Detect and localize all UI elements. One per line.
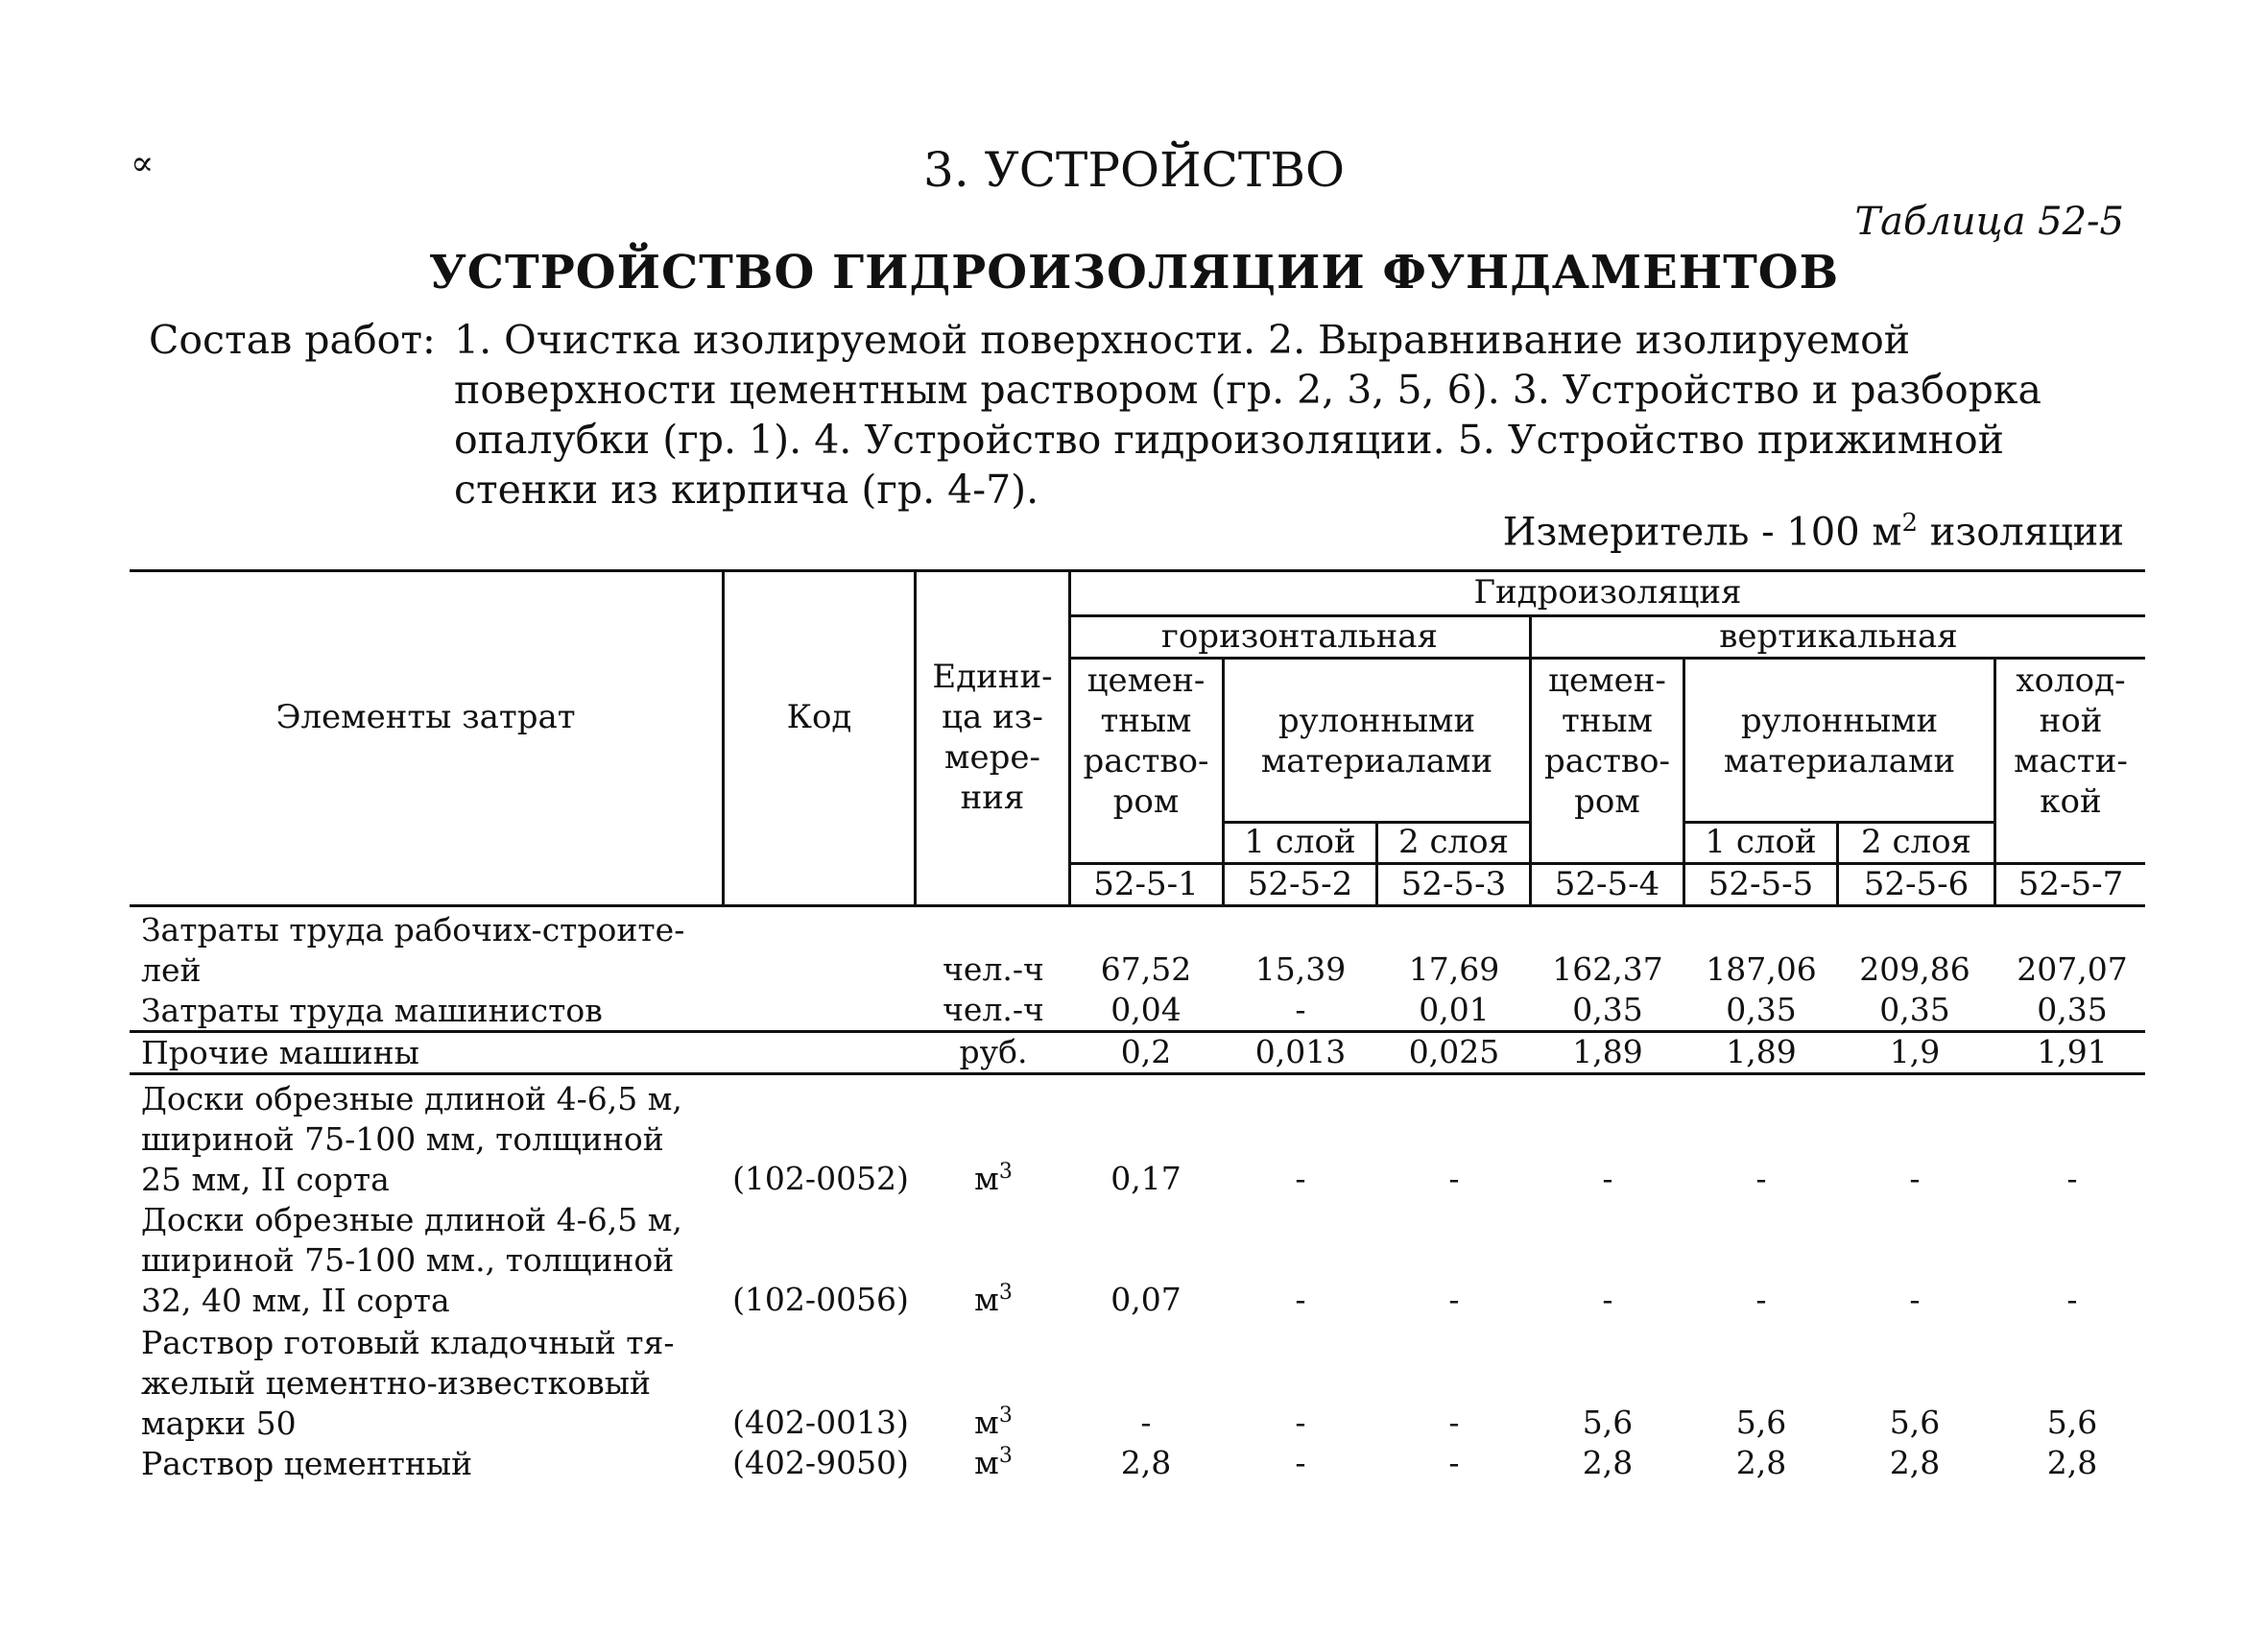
row-code: (102-0056): [732, 1281, 909, 1318]
header-hydro: Гидроизоляция: [1473, 573, 1742, 612]
row-unit-sup: 3: [998, 1404, 1013, 1428]
row-unit-sup: 3: [998, 1444, 1013, 1468]
row-value: 1,89: [1572, 1033, 1643, 1070]
header-code-52-5-7: 52-5-7: [2017, 865, 2124, 903]
row-value: 1,9: [1889, 1033, 1941, 1070]
header-code-52-5-4: 52-5-4: [1554, 865, 1660, 903]
header-cement-horizontal: [1070, 660, 1222, 822]
row-name-line: лей: [141, 951, 202, 989]
row-value: -: [1448, 1160, 1460, 1197]
header-line: ром: [1574, 782, 1640, 821]
row-name-line: шириной 75-100 мм, толщиной: [141, 1120, 664, 1158]
row-value: -: [1295, 1404, 1306, 1441]
header-line: кой: [2040, 782, 2102, 821]
row-value: 207,07: [2017, 950, 2128, 988]
row-name-line: марки 50: [141, 1405, 297, 1442]
row-unit: [917, 1444, 1070, 1481]
header-roll-horizontal: [1225, 701, 1529, 781]
row-name-line: Доски обрезные длиной 4-6,5 м,: [141, 1201, 682, 1238]
row-value: 0,35: [1572, 991, 1643, 1028]
row-name-line: Затраты труда машинистов: [141, 992, 603, 1029]
row-value: 5,6: [1735, 1404, 1787, 1441]
header-layer1-vertical: 1 слой: [1705, 823, 1817, 861]
row-value: 5,6: [2046, 1404, 2098, 1441]
row-value: -: [2066, 1281, 2078, 1318]
header-unit: [917, 657, 1068, 818]
row-value: 1,89: [1726, 1033, 1797, 1070]
header-horizontal: горизонтальная: [1161, 617, 1438, 656]
row-value: 0,35: [2037, 991, 2108, 1028]
row-value: 0,01: [1419, 991, 1490, 1028]
row-value: -: [1909, 1160, 1921, 1197]
header-line: ром: [1112, 782, 1180, 821]
row-name-line: Затраты труда рабочих-строите-: [141, 911, 685, 949]
header-unit-line: ния: [960, 779, 1025, 817]
row-value: 2,8: [1120, 1444, 1172, 1481]
row-value: -: [1602, 1281, 1613, 1318]
header-vertical: вертикальная: [1719, 617, 1958, 656]
row-unit-text: чел.-ч: [943, 991, 1044, 1028]
row-unit: [917, 950, 1070, 988]
row-unit-sup: 3: [998, 1160, 1013, 1184]
header-line: материалами: [1260, 742, 1493, 780]
row-name-line: Прочие машины: [141, 1034, 419, 1071]
row-value: -: [1755, 1160, 1767, 1197]
header-line: рулонными: [1740, 702, 1939, 740]
row-value: 0,2: [1120, 1033, 1172, 1070]
header-code-52-5-6: 52-5-6: [1863, 865, 1970, 903]
header-line: масти-: [2014, 742, 2128, 780]
rule-v-code-left: [722, 569, 725, 905]
row-unit-text: чел.-ч: [943, 950, 1044, 988]
row-unit-text: м: [974, 1404, 999, 1441]
row-value: -: [1295, 991, 1306, 1028]
row-value: -: [1755, 1281, 1767, 1318]
row-value: 2,8: [1582, 1444, 1634, 1481]
row-name-line: Доски обрезные длиной 4-6,5 м,: [141, 1080, 682, 1117]
row-value: 0,17: [1110, 1160, 1182, 1197]
row-value: 5,6: [1889, 1404, 1941, 1441]
header-code-52-5-3: 52-5-3: [1400, 865, 1507, 903]
row-unit: [917, 991, 1070, 1028]
row-value: 1,91: [2037, 1033, 2108, 1070]
row-value: -: [1448, 1281, 1460, 1318]
row-value: -: [1448, 1444, 1460, 1481]
row-value: -: [1448, 1404, 1460, 1441]
row-unit-text: м: [974, 1281, 999, 1318]
row-value: -: [1140, 1404, 1152, 1441]
header-line: цемен-: [1548, 661, 1666, 700]
row-value: 15,39: [1254, 950, 1347, 988]
row-name-line: Раствор готовый кладочный тя-: [141, 1324, 675, 1361]
row-value: -: [1295, 1444, 1306, 1481]
row-unit-sup: 3: [998, 1281, 1013, 1305]
header-line: холод-: [2016, 661, 2126, 700]
measure-sup: 2: [1901, 509, 1919, 538]
row-value: -: [1295, 1281, 1306, 1318]
rule-header-bottom: [130, 904, 2145, 907]
header-line: рулонными: [1277, 702, 1476, 740]
row-value: 0,35: [1879, 991, 1950, 1028]
header-line: материалами: [1723, 742, 1956, 780]
row-value: -: [1909, 1281, 1921, 1318]
row-value: 209,86: [1859, 950, 1970, 988]
header-layer1-horizontal: 1 слой: [1244, 823, 1356, 861]
rule-direction: [1070, 657, 2145, 660]
header-line: раство-: [1083, 742, 1209, 780]
row-name-line: желый цементно-известковый: [141, 1364, 651, 1402]
row-name-line: Раствор цементный: [141, 1445, 473, 1482]
row-unit-text: м: [974, 1160, 999, 1197]
row-code: (402-0013): [732, 1404, 909, 1441]
header-unit-line: мере-: [944, 738, 1040, 777]
table-number: Таблица 52-5: [1854, 200, 2124, 244]
row-value: 2,8: [1735, 1444, 1787, 1481]
page-mark: ∝: [131, 144, 155, 183]
header-unit-line: ца из-: [942, 698, 1043, 736]
header-code-52-5-5: 52-5-5: [1707, 865, 1814, 903]
header-line: ной: [2039, 702, 2103, 740]
row-value: 187,06: [1706, 950, 1817, 988]
header-line: тным: [1562, 702, 1653, 740]
header-code-52-5-2: 52-5-2: [1247, 865, 1353, 903]
header-code-52-5-1: 52-5-1: [1093, 865, 1199, 903]
row-unit: [917, 1404, 1070, 1441]
row-value: 0,013: [1254, 1033, 1347, 1070]
header-cold-mastic: [1996, 660, 2145, 822]
header-line: цемен-: [1086, 661, 1206, 700]
row-unit: [917, 1033, 1070, 1070]
row-value: 162,37: [1552, 950, 1663, 988]
row-value: -: [1295, 1160, 1306, 1197]
work-composition-label: Состав работ:: [149, 317, 436, 363]
row-value: -: [2066, 1160, 2078, 1197]
row-unit-text: руб.: [959, 1033, 1028, 1070]
work-composition-text: 1. Очистка изолируемой поверхности. 2. Выравнивание изолируемой поверхности цементным раствором (гр. 2, 3, 5, 6). 3. Устройство и разборка опалубки (гр. 1). 4. Устройство гидроизоляции. 5. Устройство прижимной стенки из кирпича (гр. 4-7).: [454, 317, 2041, 513]
header-line: раство-: [1544, 742, 1670, 780]
row-name-line: шириной 75-100 мм., толщиной: [141, 1241, 675, 1279]
row-code: (102-0052): [732, 1160, 909, 1197]
header-layer2-horizontal: 2 слоя: [1398, 823, 1509, 861]
section-title: 3. УСТРОЙСТВО: [923, 142, 1345, 198]
row-unit-text: м: [974, 1444, 999, 1481]
row-name-line: 32, 40 мм, II сорта: [141, 1282, 450, 1319]
header-line: тным: [1100, 702, 1192, 740]
rule-misc-bottom: [130, 1072, 2145, 1075]
row-value: 5,6: [1582, 1404, 1634, 1441]
row-value: 0,04: [1110, 991, 1182, 1028]
measure-prefix: Измеритель - 100 м: [1502, 510, 1902, 555]
header-roll-vertical: [1685, 701, 1993, 781]
header-unit-line: Едини-: [932, 658, 1053, 696]
row-value: 0,07: [1110, 1281, 1182, 1318]
row-value: -: [1602, 1160, 1613, 1197]
row-value: 67,52: [1100, 950, 1192, 988]
row-value: 2,8: [2046, 1444, 2098, 1481]
row-name-line: 25 мм, II сорта: [141, 1161, 390, 1198]
table-title: УСТРОЙСТВО ГИДРОИЗОЛЯЦИИ ФУНДАМЕНТОВ: [428, 246, 1840, 300]
row-value: 2,8: [1889, 1444, 1941, 1481]
row-value: 0,35: [1726, 991, 1797, 1028]
row-value: 17,69: [1408, 950, 1500, 988]
header-code: Код: [786, 698, 852, 736]
header-cement-vertical: [1532, 660, 1683, 822]
row-code: (402-9050): [732, 1444, 909, 1481]
header-layer2-vertical: 2 слоя: [1861, 823, 1971, 861]
measure-unit: [1503, 509, 2124, 554]
row-unit: [917, 1160, 1070, 1197]
row-unit: [917, 1281, 1070, 1318]
header-elements: Элементы затрат: [275, 698, 576, 736]
row-value: 0,025: [1408, 1033, 1500, 1070]
measure-suffix: изоляции: [1918, 510, 2124, 555]
